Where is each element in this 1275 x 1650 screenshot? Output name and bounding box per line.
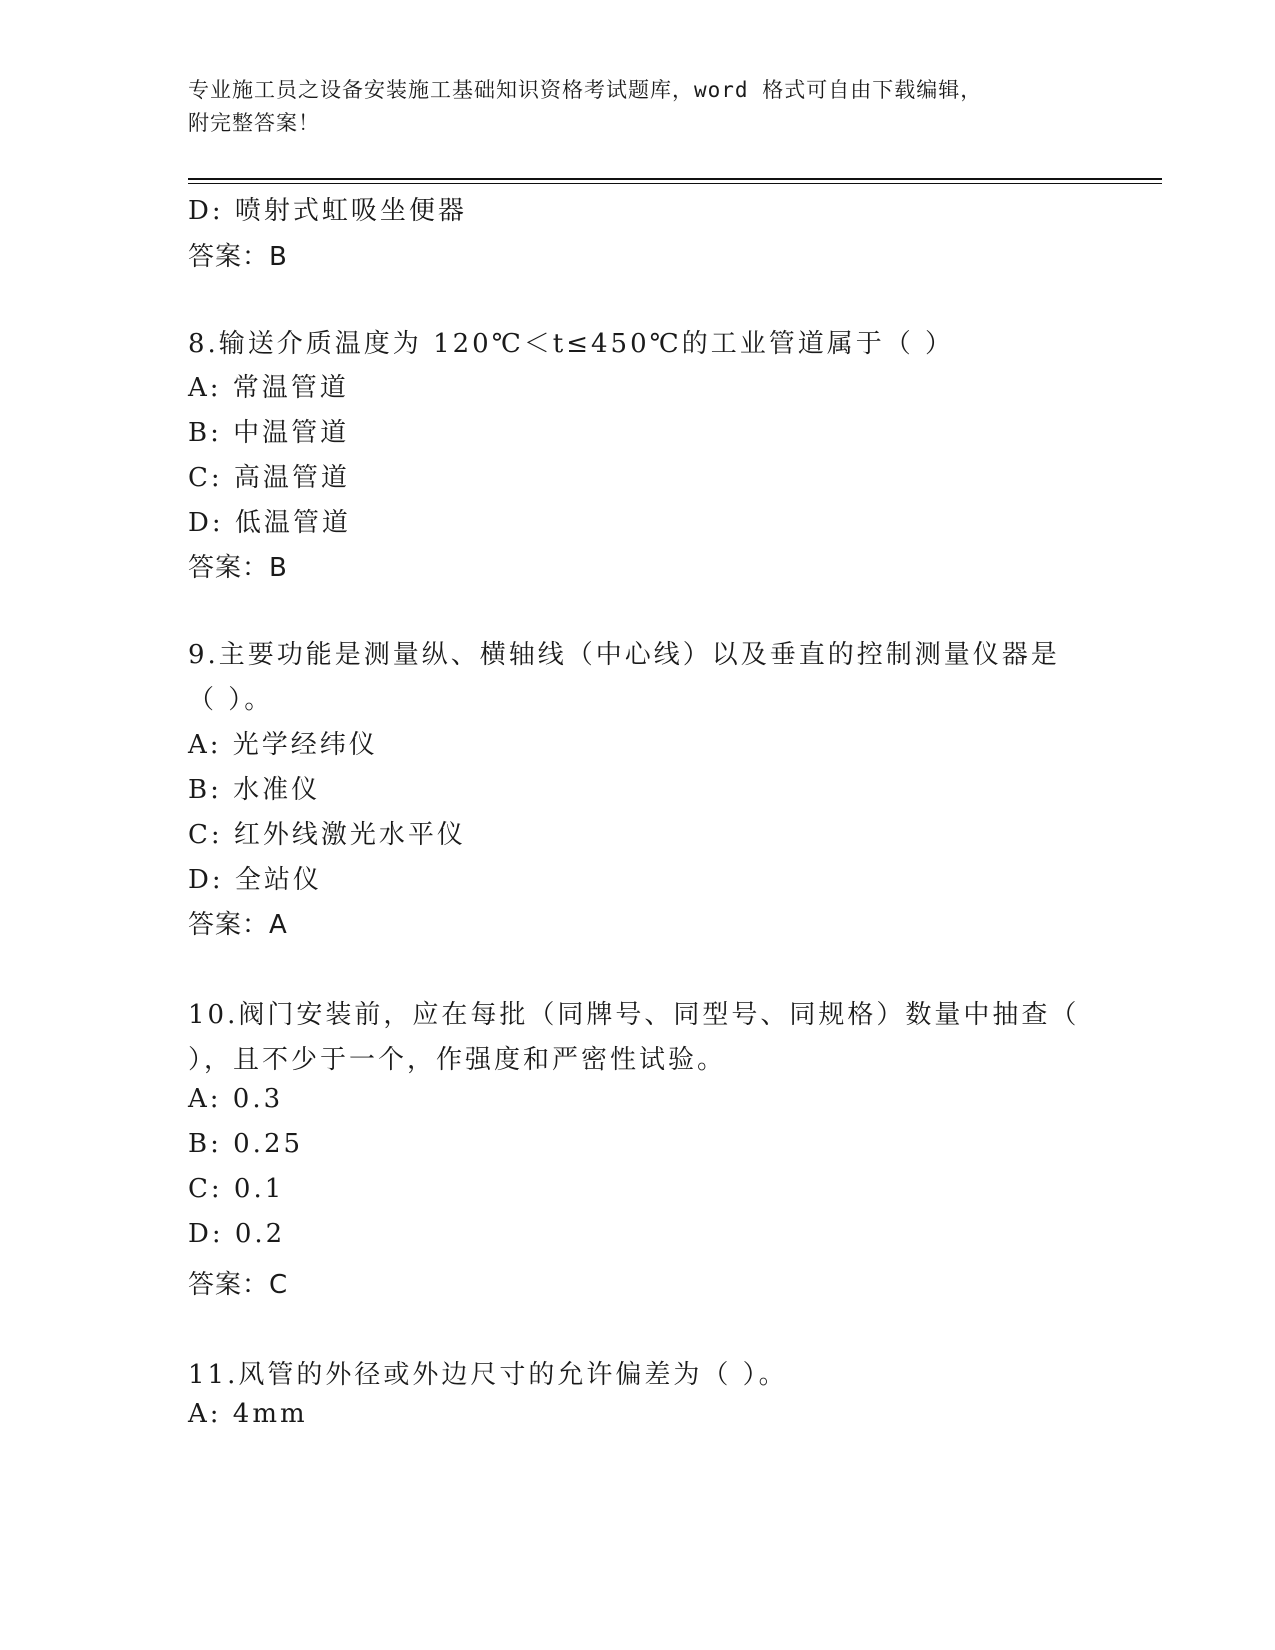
q8-option-a: A: 常温管道: [188, 373, 349, 403]
q7-answer: 答案：B: [188, 242, 288, 272]
header-line-2: 附完整答案！: [188, 111, 320, 135]
q10-option-a: A: 0.3: [188, 1084, 284, 1114]
q8-option-d: D: 低温管道: [188, 508, 351, 538]
q11-question: 11.风管的外径或外边尺寸的允许偏差为（ ）。: [188, 1360, 788, 1390]
q10-question-line-2: ），且不少于一个，作强度和严密性试验。: [188, 1045, 727, 1075]
q8-answer: 答案：B: [188, 553, 288, 583]
q11-option-a: A: 4mm: [188, 1399, 308, 1429]
q10-option-c: C: 0.1: [188, 1174, 285, 1204]
q9-answer: 答案：A: [188, 910, 288, 940]
q9-question-line-1: 9.主要功能是测量纵、横轴线（中心线）以及垂直的控制测量仪器是: [188, 640, 1060, 670]
document-header: [188, 74, 1068, 140]
q7-option-d: D: 喷射式虹吸坐便器: [188, 196, 467, 226]
q10-answer: 答案：C: [188, 1270, 289, 1300]
q10-question-line-1: 10.阀门安装前，应在每批（同牌号、同型号、同规格）数量中抽查（: [188, 1000, 1080, 1030]
q9-option-b: B: 水准仪: [188, 775, 321, 805]
q10-option-b: B: 0.25: [188, 1129, 304, 1159]
q10-option-d: D: 0.2: [188, 1219, 286, 1249]
q8-option-b: B: 中温管道: [188, 418, 350, 448]
q9-option-a: A: 光学经纬仪: [188, 730, 378, 760]
q9-question-line-2: （ ）。: [188, 685, 274, 715]
q9-option-c: C: 红外线激光水平仪: [188, 820, 466, 850]
q8-question: 8.输送介质温度为 120℃＜t≤450℃的工业管道属于（ ）: [188, 329, 954, 359]
header-line-1: 专业施工员之设备安装施工基础知识资格考试题库，word 格式可自由下载编辑，: [188, 78, 983, 102]
q9-option-d: D: 全站仪: [188, 865, 322, 895]
header-divider-thick: [188, 178, 1162, 180]
header-divider-thin: [188, 183, 1162, 184]
q8-option-c: C: 高温管道: [188, 463, 350, 493]
